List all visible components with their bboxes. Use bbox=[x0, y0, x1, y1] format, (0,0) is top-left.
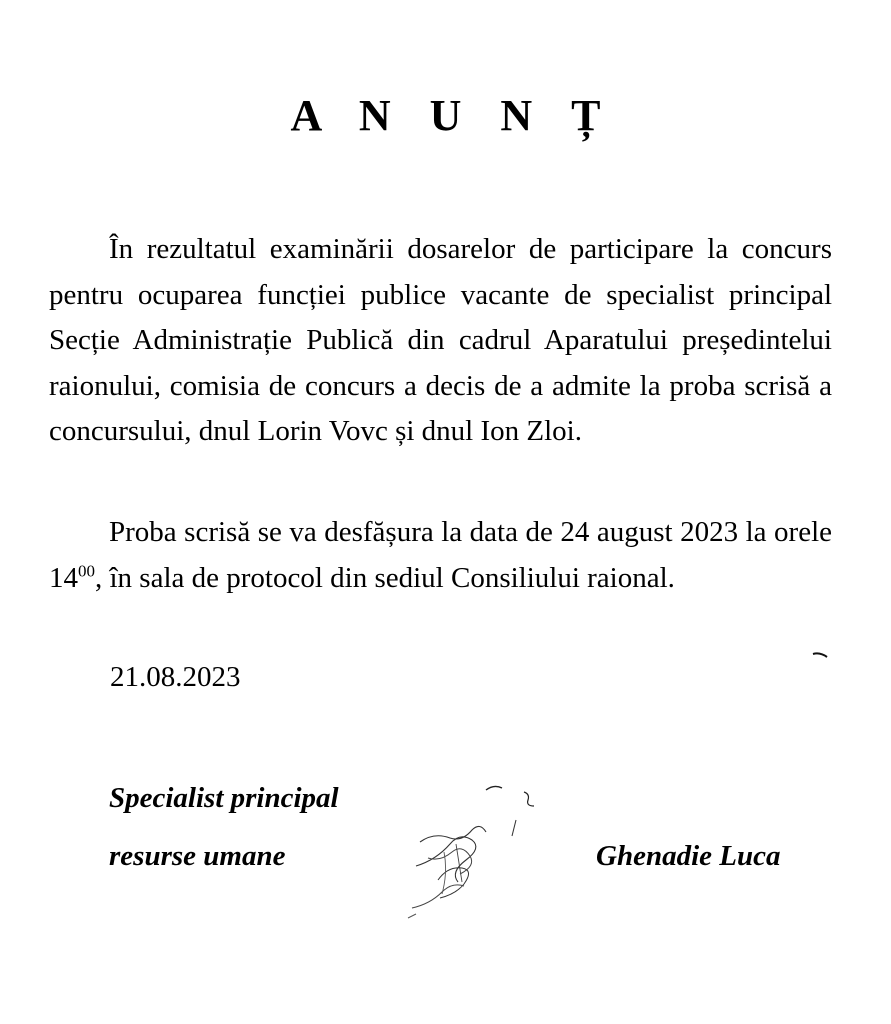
paragraph-admission: În rezultatul examinării dosarelor de participare la concurs pentru ocuparea funcției publice vacante de specialist principal Secție Administrație Publică din cadrul Aparatului președintelui raionului, comisia de concurs a decis de a admite la proba scrisă a concursului, dnul Lorin Vovc și dnul Ion Zloi. bbox=[49, 233, 832, 447]
exam-schedule-text: Proba scrisă se va desfășura la data de 24 august 2023 la orele 14 bbox=[49, 516, 832, 594]
exam-location-text: , în sala de protocol din sediul Consiliului raional. bbox=[95, 561, 675, 594]
signatory-title-line2: resurse umane bbox=[109, 840, 286, 872]
handwritten-signature bbox=[398, 770, 568, 930]
paragraph-exam-schedule bbox=[49, 510, 832, 601]
stray-ink-mark bbox=[812, 650, 828, 660]
signatory-name: Ghenadie Luca bbox=[596, 840, 781, 872]
signatory-title-line1: Specialist principal bbox=[109, 782, 339, 814]
document-title: A N U N Ț bbox=[290, 91, 615, 140]
document-date: 21.08.2023 bbox=[110, 661, 241, 693]
exam-time-minutes: 00 bbox=[78, 560, 95, 580]
